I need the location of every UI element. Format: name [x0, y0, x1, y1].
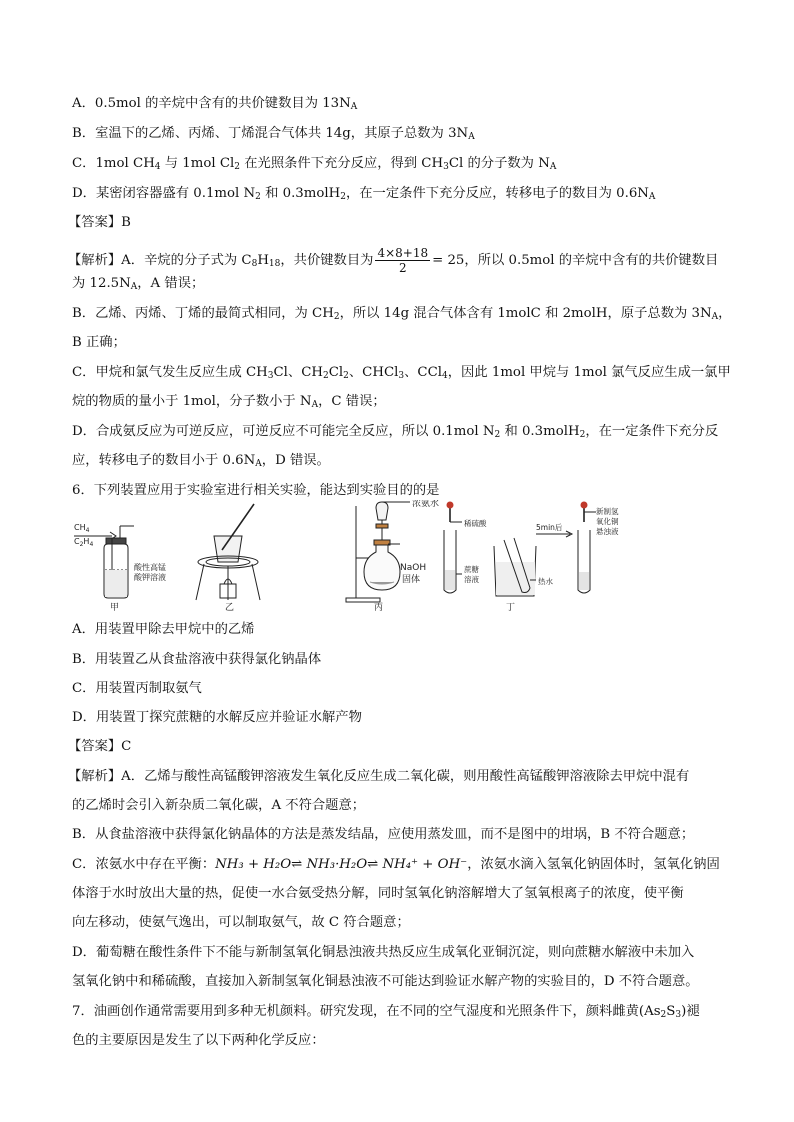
q5-explanation-c: C．甲烷和氯气发生反应生成 $CH_3Cl$、$CH_2Cl_2$、CHCl$_3$、CCl$_4$，因此 1mol 甲烷与 1mol 氯气反应生成一氯甲 — [72, 365, 731, 381]
ding-water-label: 热水 — [538, 577, 553, 586]
q7-stem-cont: 色的主要原因是发生了以下两种化学反应： — [72, 1033, 325, 1048]
q6-option-b: B．用装置乙从食盐溶液中获得氯化钠晶体 — [72, 652, 322, 667]
q5-option-d: D．某密闭容器盛有 0.1mol $N_2$ 和 0.3molH$_2$，在一定条件下充分反应，转移电子的数目为 $0.6N_A$ — [72, 186, 656, 202]
jia-liquid-label-1: 酸性高锰 — [134, 563, 166, 572]
q5-option-c: C．1mol $CH_4$ 与 1mol $Cl_2$ 在光照条件下充分反应，得到 $CH_3Cl$ 的分子数为 $N_A$ — [72, 156, 557, 172]
q5-explanation-a-cont: 为 $12.5N_A$，A 错误； — [72, 276, 205, 292]
apparatus-yi — [196, 504, 260, 613]
q6-stem: 6．下列装置应用于实验室进行相关实验，能达到实验目的的是 — [72, 483, 440, 498]
ding-sugar-label-1: 蔗糖 — [464, 565, 479, 574]
ding-acid-label: 稀硫酸 — [464, 519, 487, 528]
q6-explanation-a-cont: 的乙烯时会引入新杂质二氧化碳，A 不符合题意； — [72, 798, 366, 813]
q6-explanation-b: B．从食盐溶液中获得氯化钠晶体的方法是蒸发结晶，应使用蒸发皿，而不是图中的坩埚，B 不符合题意； — [72, 827, 695, 842]
yi-label: 乙 — [225, 603, 235, 613]
fraction: $\frac{4\times 8+18}{2}$ — [377, 246, 429, 275]
q5-explanation-b: B．乙烯、丙烯、丁烯的最简式相同，为 $CH_2$，所以 14g 混合气体含有 1molC 和 2molH，原子总数为 $3N_A$， — [72, 306, 732, 322]
q6-apparatus-figure — [70, 500, 630, 618]
q6-explanation-d: D．葡萄糖在酸性条件下不能与新制氢氧化铜悬浊液共热反应生成氧化亚铜沉淀，则向蔗糖水解液中未加入 — [72, 945, 695, 960]
q5-answer: 【答案】B — [68, 215, 131, 230]
bing-label: 丙 — [374, 603, 384, 613]
q7-stem: 7．油画创作通常需要用到多种无机颜料。研究发现，在不同的空气湿度和光照条件下，颜料雌黄$(As_2S_3)$褪 — [72, 1004, 700, 1020]
apparatus-ding — [444, 502, 619, 613]
q6-option-d: D．用装置丁探究蔗糖的水解反应并验证水解产物 — [72, 710, 362, 725]
q5-explanation-c-cont: 烷的物质的量小于 1mol，分子数小于 $N_A$，C 错误； — [72, 394, 386, 410]
q6-option-c: C．用装置丙制取氨气 — [72, 681, 202, 696]
jia-gas1: $CH_4$ — [74, 523, 90, 534]
q6-explanation-a: 【解析】A．乙烯与酸性高锰酸钾溶液发生氧化反应生成二氧化碳，则用酸性高锰酸钾溶液除去甲烷中混有 — [68, 769, 690, 784]
jia-gas2: $C_2H_4$ — [74, 537, 94, 548]
q6-answer: 【答案】C — [68, 739, 132, 754]
ding-sugar-label-2: 溶液 — [464, 575, 479, 584]
q5-explanation-a: 【解析】A．辛烷的分子式为 $C_8H_{18}$，共价键数目为 $\frac{4\times 8+18}{2}$ = 25，所以 0.5mol 的辛烷中含有的共价键数目 — [68, 246, 719, 275]
apparatus-bing — [346, 500, 439, 613]
apparatus-jia — [74, 523, 166, 613]
q6-explanation-c: C．浓氨水中存在平衡：NH₃ + H₂O⇌ NH₃·H₂O⇌ NH₄⁺ + OH⁻，浓氨水滴入氢氧化钠固体时，氢氧化钠固 — [72, 857, 720, 872]
q5-option-b: B．室温下的乙烯、丙烯、丁烯混合气体共 14g，其原子总数为 $3N_A$ — [72, 126, 475, 142]
jia-liquid-label-2: 酸钾溶液 — [134, 573, 166, 582]
q5-explanation-d: D．合成氨反应为可逆反应，可逆反应不可能完全反应，所以 0.1mol $N_2$ 和 0.3molH$_2$，在一定条件下充分反 — [72, 424, 719, 440]
q6-explanation-c-cont-1: 体溶于水时放出大量的热，促使一水合氨受热分解，同时氢氧化钠溶解增大了氢氧根离子的浓度，使平衡 — [72, 886, 684, 901]
bing-solid-label: 固体 — [402, 575, 421, 585]
q6-explanation-d-cont: 氢氧化钠中和稀硫酸，直接加入新制氢氧化铜悬浊液不可能达到验证水解产物的实验目的，D 不符合题意。 — [72, 974, 699, 989]
ding-cu-label-2: 氧化铜 — [596, 517, 619, 526]
q5-explanation-d-cont: 应，转移电子的数目小于 $0.6N_A$，D 错误。 — [72, 453, 330, 469]
bing-reagent-label: 浓氨水 — [412, 500, 440, 509]
equilibrium-equation: NH₃ + H₂O⇌ NH₃·H₂O⇌ NH₄⁺ + OH⁻ — [215, 857, 468, 872]
jia-label: 甲 — [110, 603, 120, 613]
ding-time-label: 5min后 — [536, 523, 563, 532]
ding-cu-label-1: 新制氢 — [596, 507, 619, 516]
q5-option-a: A．0.5mol 的辛烷中含有的共价键数目为 $13N_A$ — [72, 96, 358, 112]
q5-explanation-b-cont: B 正确； — [72, 335, 126, 350]
q6-explanation-c-cont-2: 向左移动，使氨气逸出，可以制取氨气，故 C 符合题意； — [72, 915, 410, 930]
q6-option-a: A．用装置甲除去甲烷中的乙烯 — [72, 622, 255, 637]
ding-label: 丁 — [506, 603, 516, 613]
bing-naoh-label: NaOH — [400, 563, 427, 573]
ding-cu-label-3: 悬浊液 — [596, 527, 619, 536]
